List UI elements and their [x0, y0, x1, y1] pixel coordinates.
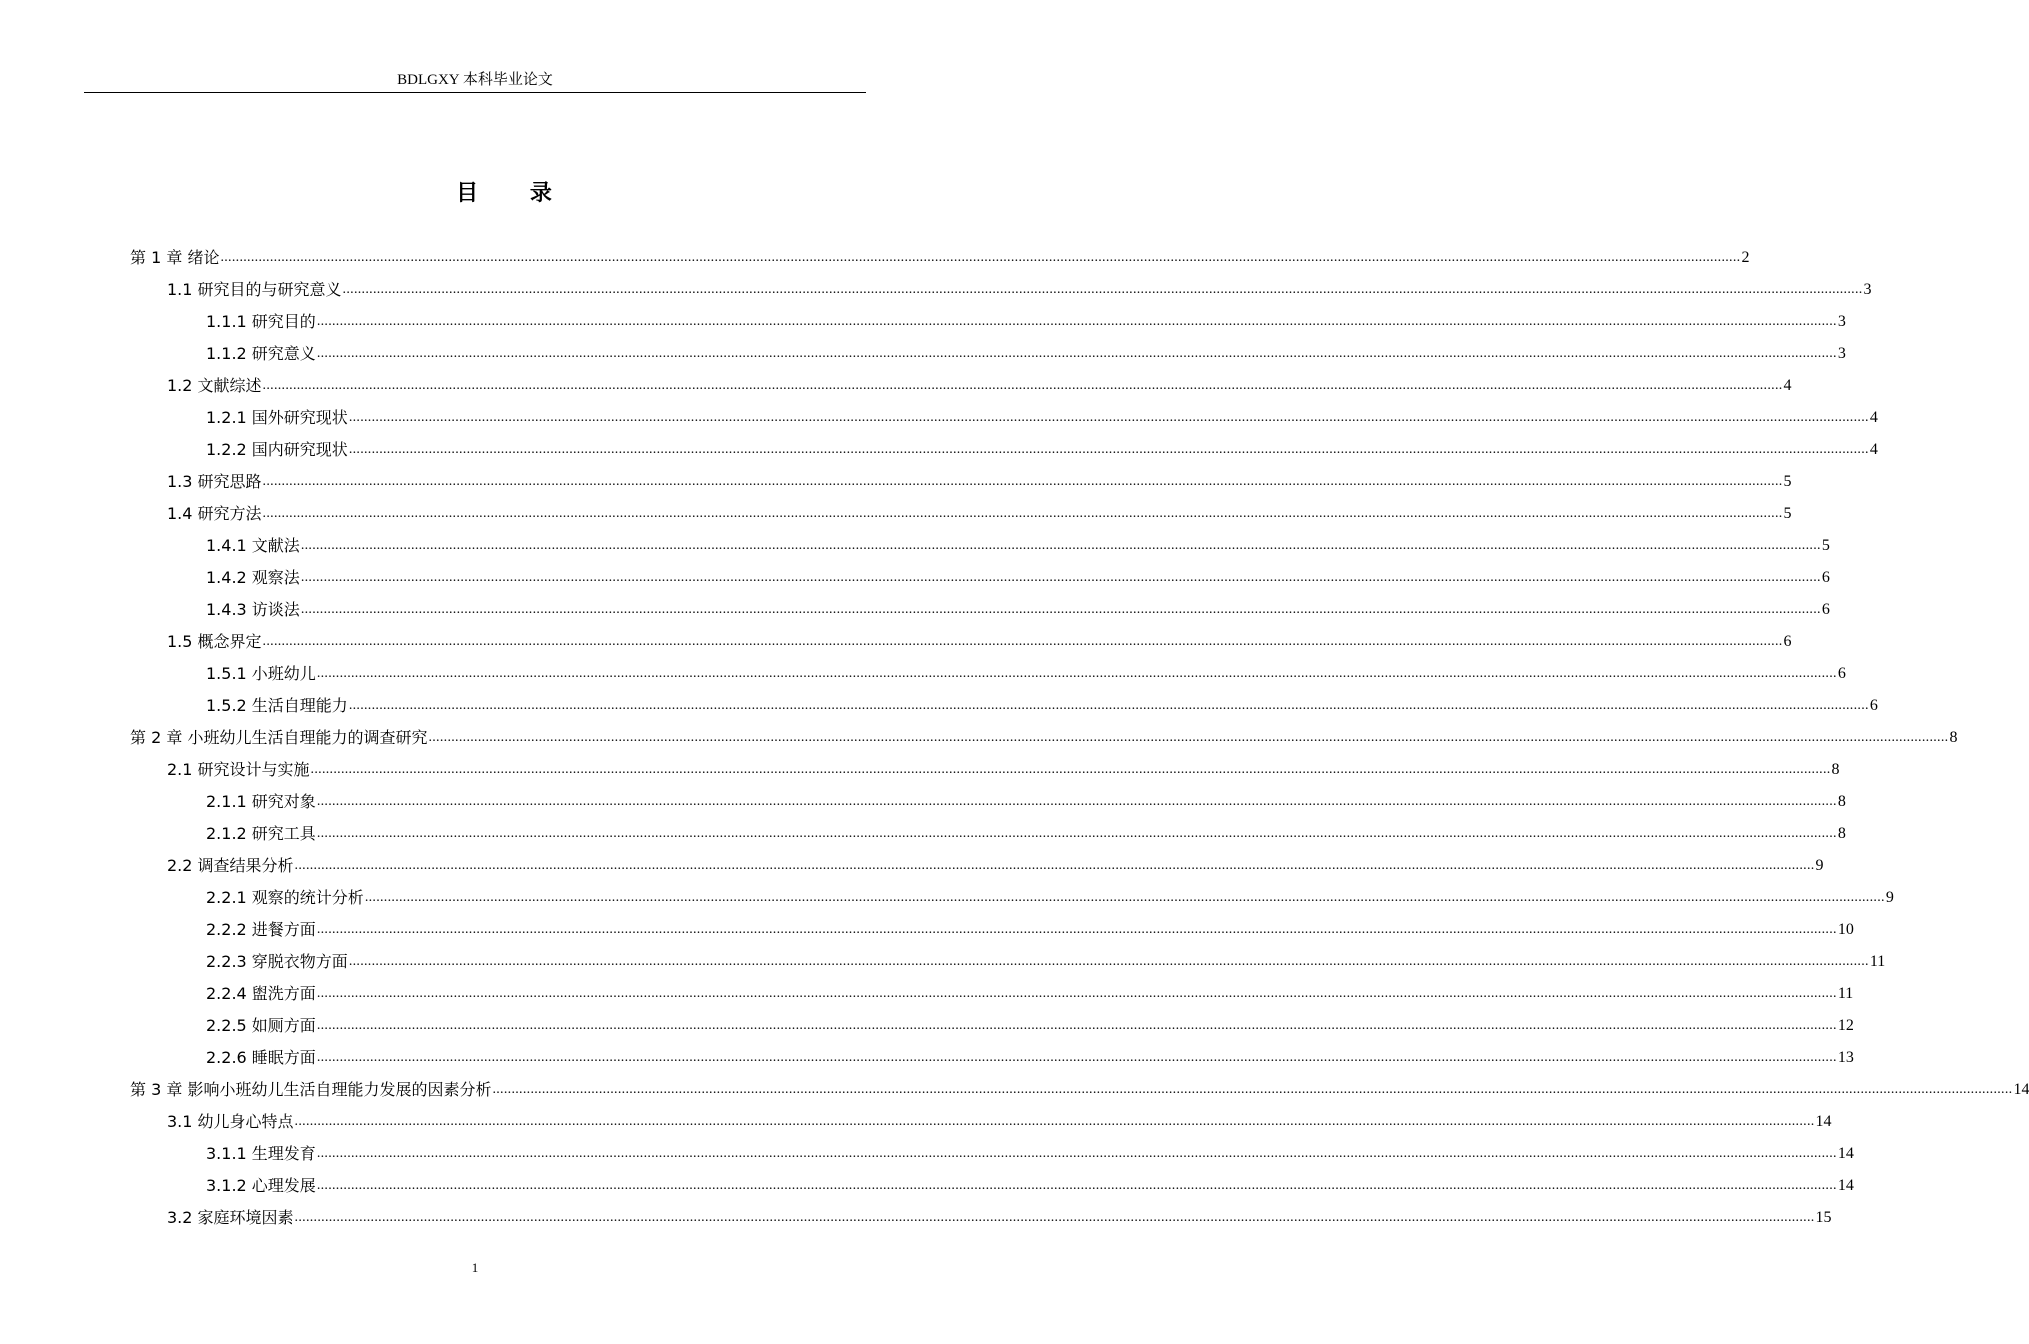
toc-entry[interactable]: [130, 722, 1958, 754]
toc-entry-label: 2.2.3 穿脱衣物方面: [206, 952, 348, 971]
toc-entry[interactable]: [206, 562, 1830, 594]
dot-leader: ................................................................................................................................................................................................................................................................................................................................................................................................................: [316, 922, 1837, 937]
dot-leader: ................................................................................................................................................................................................................................................................................................................................................................................................................: [316, 1018, 1837, 1033]
toc-entry-label: 2.2.6 睡眠方面: [206, 1048, 316, 1067]
toc-entry-page: 11: [1837, 985, 1854, 1002]
dot-leader: ................................................................................................................................................................................................................................................................................................................................................................................................................: [316, 314, 1837, 329]
toc-entry-page: 6: [1783, 633, 1792, 650]
toc-entry[interactable]: [167, 626, 1792, 658]
dot-leader: ................................................................................................................................................................................................................................................................................................................................................................................................................: [310, 762, 1831, 777]
dot-leader: ................................................................................................................................................................................................................................................................................................................................................................................................................: [316, 1050, 1837, 1065]
dot-leader: ................................................................................................................................................................................................................................................................................................................................................................................................................: [294, 1114, 1815, 1129]
dot-leader: ................................................................................................................................................................................................................................................................................................................................................................................................................: [348, 442, 1869, 457]
toc-entry-page: 3: [1837, 313, 1846, 330]
toc-entry-page: 10: [1837, 921, 1854, 938]
dot-leader: ................................................................................................................................................................................................................................................................................................................................................................................................................: [364, 890, 1885, 905]
toc-entry[interactable]: [167, 1106, 1832, 1138]
toc-entry[interactable]: [167, 498, 1792, 530]
toc-entry[interactable]: [206, 946, 1886, 978]
toc-entry[interactable]: [206, 882, 1894, 914]
toc-entry-page: 6: [1869, 697, 1878, 714]
toc-entry-page: 15: [1815, 1209, 1832, 1226]
toc-entry[interactable]: [206, 530, 1830, 562]
toc-entry-label: 2.2.5 如厕方面: [206, 1016, 316, 1035]
dot-leader: ................................................................................................................................................................................................................................................................................................................................................................................................................: [348, 954, 1869, 969]
toc-entry-page: 14: [1837, 1145, 1854, 1162]
toc-entry-page: 14: [2013, 1081, 2029, 1098]
toc-entry[interactable]: [206, 1010, 1854, 1042]
toc-entry-page: 13: [1837, 1049, 1854, 1066]
toc-entry[interactable]: [206, 1170, 1854, 1202]
toc-entry-label: 3.1 幼儿身心特点: [167, 1112, 294, 1131]
dot-leader: ................................................................................................................................................................................................................................................................................................................................................................................................................: [262, 506, 1783, 521]
dot-leader: ................................................................................................................................................................................................................................................................................................................................................................................................................: [316, 1146, 1837, 1161]
dot-leader: ................................................................................................................................................................................................................................................................................................................................................................................................................: [300, 570, 1821, 585]
dot-leader: ................................................................................................................................................................................................................................................................................................................................................................................................................: [348, 698, 1869, 713]
toc-entry-label: 1.3 研究思路: [167, 472, 262, 491]
toc-entry-label: 2.2 调查结果分析: [167, 856, 294, 875]
dot-leader: ................................................................................................................................................................................................................................................................................................................................................................................................................: [262, 378, 1783, 393]
toc-entry-page: 2: [1741, 249, 1750, 266]
toc-entry-label: 1.1.1 研究目的: [206, 312, 316, 331]
dot-leader: ................................................................................................................................................................................................................................................................................................................................................................................................................: [316, 1178, 1837, 1193]
toc-entry-page: 9: [1815, 857, 1824, 874]
dot-leader: ................................................................................................................................................................................................................................................................................................................................................................................................................: [300, 602, 1821, 617]
toc-entry-label: 1.2.1 国外研究现状: [206, 408, 348, 427]
toc-entry[interactable]: [167, 754, 1840, 786]
toc-entry-label: 1.4.2 观察法: [206, 568, 300, 587]
toc-title: 目 录: [456, 181, 574, 206]
toc-entry[interactable]: [206, 978, 1854, 1010]
toc-entry[interactable]: [206, 1042, 1854, 1074]
toc-entry-label: 3.1.1 生理发育: [206, 1144, 316, 1163]
toc-entry[interactable]: [206, 402, 1878, 434]
dot-leader: ................................................................................................................................................................................................................................................................................................................................................................................................................: [492, 1082, 2013, 1097]
toc-entry-label: 2.2.4 盥洗方面: [206, 984, 316, 1003]
toc-entry-page: 4: [1869, 441, 1878, 458]
toc-entry-label: 1.1.2 研究意义: [206, 344, 316, 363]
toc-entry-page: 12: [1837, 1017, 1854, 1034]
toc-entry[interactable]: [206, 594, 1830, 626]
toc-entry-label: 第 1 章 绪论: [130, 248, 220, 267]
toc-entry-page: 6: [1837, 665, 1846, 682]
toc-entry-label: 1.5.1 小班幼儿: [206, 664, 316, 683]
dot-leader: ................................................................................................................................................................................................................................................................................................................................................................................................................: [300, 538, 1821, 553]
dot-leader: ................................................................................................................................................................................................................................................................................................................................................................................................................: [348, 410, 1869, 425]
toc-entry-label: 2.2.2 进餐方面: [206, 920, 316, 939]
toc-entry-label: 1.5 概念界定: [167, 632, 262, 651]
toc-entry[interactable]: [206, 338, 1846, 370]
toc-entry-label: 第 2 章 小班幼儿生活自理能力的调查研究: [130, 728, 428, 747]
toc-entry-page: 8: [1837, 793, 1846, 810]
dot-leader: ................................................................................................................................................................................................................................................................................................................................................................................................................: [294, 1210, 1815, 1225]
toc-entry-label: 1.5.2 生活自理能力: [206, 696, 348, 715]
dot-leader: ................................................................................................................................................................................................................................................................................................................................................................................................................: [220, 250, 1741, 265]
dot-leader: ................................................................................................................................................................................................................................................................................................................................................................................................................: [262, 634, 1783, 649]
dot-leader: ................................................................................................................................................................................................................................................................................................................................................................................................................: [428, 730, 1949, 745]
toc-entry-page: 3: [1837, 345, 1846, 362]
toc-entry-label: 1.4.1 文献法: [206, 536, 300, 555]
dot-leader: ................................................................................................................................................................................................................................................................................................................................................................................................................: [262, 474, 1783, 489]
toc-entry-label: 1.4.3 访谈法: [206, 600, 300, 619]
toc-entry[interactable]: [167, 274, 1872, 306]
dot-leader: ................................................................................................................................................................................................................................................................................................................................................................................................................: [316, 986, 1837, 1001]
toc-entry[interactable]: [206, 434, 1878, 466]
toc-entry[interactable]: [130, 242, 1750, 274]
toc-entry-label: 2.1.1 研究对象: [206, 792, 316, 811]
toc-entry-page: 9: [1885, 889, 1894, 906]
toc-entry-page: 14: [1815, 1113, 1832, 1130]
toc-entry-label: 3.1.2 心理发展: [206, 1176, 316, 1195]
toc-entry[interactable]: [206, 1138, 1854, 1170]
toc-entry-page: 3: [1863, 281, 1872, 298]
toc-entry-label: 2.2.1 观察的统计分析: [206, 888, 364, 907]
toc-entry-page: 8: [1837, 825, 1846, 842]
toc-entry[interactable]: [167, 466, 1792, 498]
dot-leader: ................................................................................................................................................................................................................................................................................................................................................................................................................: [294, 858, 1815, 873]
toc-entry[interactable]: [206, 818, 1846, 850]
dot-leader: ................................................................................................................................................................................................................................................................................................................................................................................................................: [316, 346, 1837, 361]
toc-entry[interactable]: [167, 1202, 1832, 1234]
toc-entry-label: 2.1 研究设计与实施: [167, 760, 310, 779]
toc-entry-label: 1.1 研究目的与研究意义: [167, 280, 342, 299]
toc-entry[interactable]: [206, 914, 1854, 946]
toc-entry-page: 11: [1869, 953, 1886, 970]
toc-entry-page: 8: [1949, 729, 1958, 746]
dot-leader: ................................................................................................................................................................................................................................................................................................................................................................................................................: [342, 282, 1863, 297]
toc-entry-page: 4: [1783, 377, 1792, 394]
toc-entry-page: 5: [1783, 473, 1792, 490]
toc-entry-page: 6: [1821, 569, 1830, 586]
dot-leader: ................................................................................................................................................................................................................................................................................................................................................................................................................: [316, 666, 1837, 681]
toc-entry-page: 5: [1783, 505, 1792, 522]
page-number: 1: [471, 1260, 479, 1275]
toc-entry[interactable]: [130, 1074, 2029, 1106]
toc-entry[interactable]: [167, 850, 1824, 882]
toc-entry-label: 3.2 家庭环境因素: [167, 1208, 294, 1227]
toc-entry-page: 14: [1837, 1177, 1854, 1194]
dot-leader: ................................................................................................................................................................................................................................................................................................................................................................................................................: [316, 826, 1837, 841]
toc-entry[interactable]: [167, 370, 1792, 402]
toc-entry[interactable]: [206, 306, 1846, 338]
page-header: BDLGXY 本科毕业论文: [397, 72, 553, 88]
toc-entry[interactable]: [206, 786, 1846, 818]
toc-entry-label: 2.1.2 研究工具: [206, 824, 316, 843]
toc-entry-page: 4: [1869, 409, 1878, 426]
toc-entry[interactable]: [206, 658, 1846, 690]
toc-entry-label: 1.4 研究方法: [167, 504, 262, 523]
toc-entry-label: 1.2 文献综述: [167, 376, 262, 395]
toc-entry-page: 5: [1821, 537, 1830, 554]
toc-entry-label: 第 3 章 影响小班幼儿生活自理能力发展的因素分析: [130, 1080, 492, 1099]
toc-entry-page: 6: [1821, 601, 1830, 618]
toc-entry-label: 1.2.2 国内研究现状: [206, 440, 348, 459]
header-rule: [84, 92, 866, 93]
dot-leader: ................................................................................................................................................................................................................................................................................................................................................................................................................: [316, 794, 1837, 809]
toc-entry[interactable]: [206, 690, 1878, 722]
toc-entry-page: 8: [1831, 761, 1840, 778]
